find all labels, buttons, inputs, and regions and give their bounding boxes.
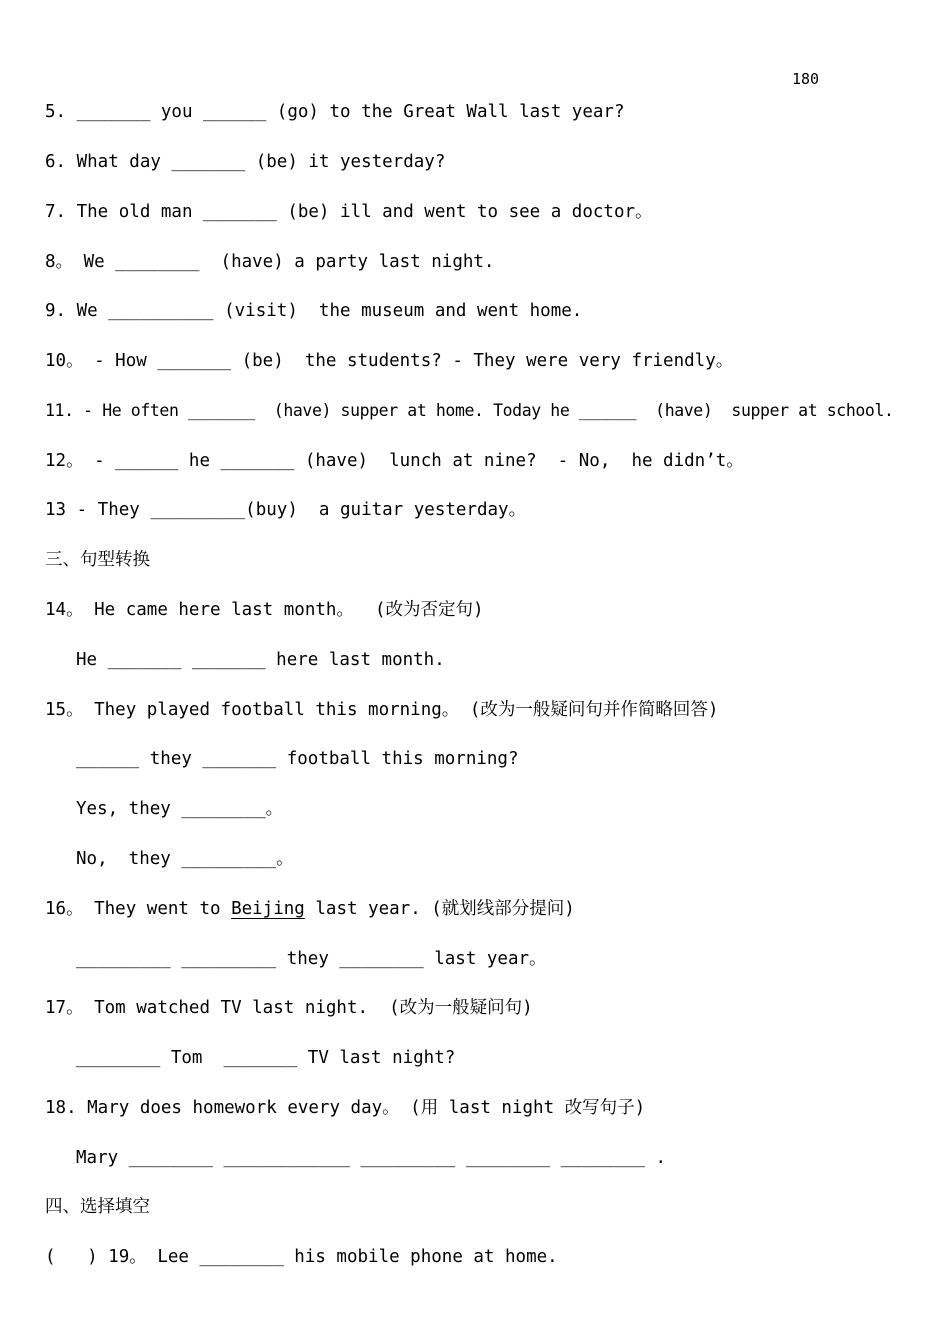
q17-answer-line: ________ Tom _______ TV last night?	[76, 1048, 456, 1068]
q16-underlined-word: Beijing	[231, 899, 305, 919]
q15-yes-line: Yes, they ________。	[76, 799, 284, 819]
section-3-heading: 三、句型转换	[45, 550, 150, 570]
q9-line: 9. We __________ (visit) the museum and went home.	[45, 301, 583, 321]
section-4-heading: 四、选择填空	[45, 1197, 150, 1217]
q13-line: 13 - They _________(buy) a guitar yesterday。	[45, 500, 527, 520]
q16-suffix: last year. (就划线部分提问)	[304, 899, 575, 919]
q16-line	[45, 898, 575, 920]
q18-answer-line: Mary ________ ____________ _________ ________ ________ .	[76, 1148, 667, 1168]
q15-line: 15。 They played football this morning。 (改为一般疑问句并作简略回答)	[45, 700, 719, 720]
q17-line: 17。 Tom watched TV last night. (改为一般疑问句)	[45, 998, 533, 1018]
q15-no-line: No, they _________。	[76, 849, 294, 869]
q10-line: 10。 - How _______ (be) the students? - They were very friendly。	[45, 351, 734, 371]
q12-line: 12。 - ______ he _______ (have) lunch at nine? - No, he didn’t。	[45, 451, 744, 471]
q14-line: 14。 He came here last month。 (改为否定句)	[45, 600, 484, 620]
q15-answer-line: ______ they _______ football this morning?	[76, 749, 519, 769]
q16-answer-line: _________ _________ they ________ last year。	[76, 949, 547, 969]
q14-answer-line: He _______ _______ here last month.	[76, 650, 445, 670]
q5-line: 5. _______ you ______ (go) to the Great Wall last year?	[45, 102, 625, 122]
q16-prefix: 16。 They went to	[45, 899, 232, 919]
q7-line: 7. The old man _______ (be) ill and went to see a doctor。	[45, 202, 653, 222]
q8-line: 8。 We ________ (have) a party last night.	[45, 252, 495, 272]
q19-line: ( ) 19。 Lee ________ his mobile phone at home.	[45, 1247, 558, 1267]
page-number: 180	[792, 70, 820, 88]
q18-line: 18. Mary does homework every day。 (用 last night 改写句子)	[45, 1098, 646, 1118]
q11-line: 11. - He often _______ (have) supper at home. Today he ______ (have) supper at school.	[45, 401, 894, 420]
q6-line: 6. What day _______ (be) it yesterday?	[45, 152, 446, 172]
